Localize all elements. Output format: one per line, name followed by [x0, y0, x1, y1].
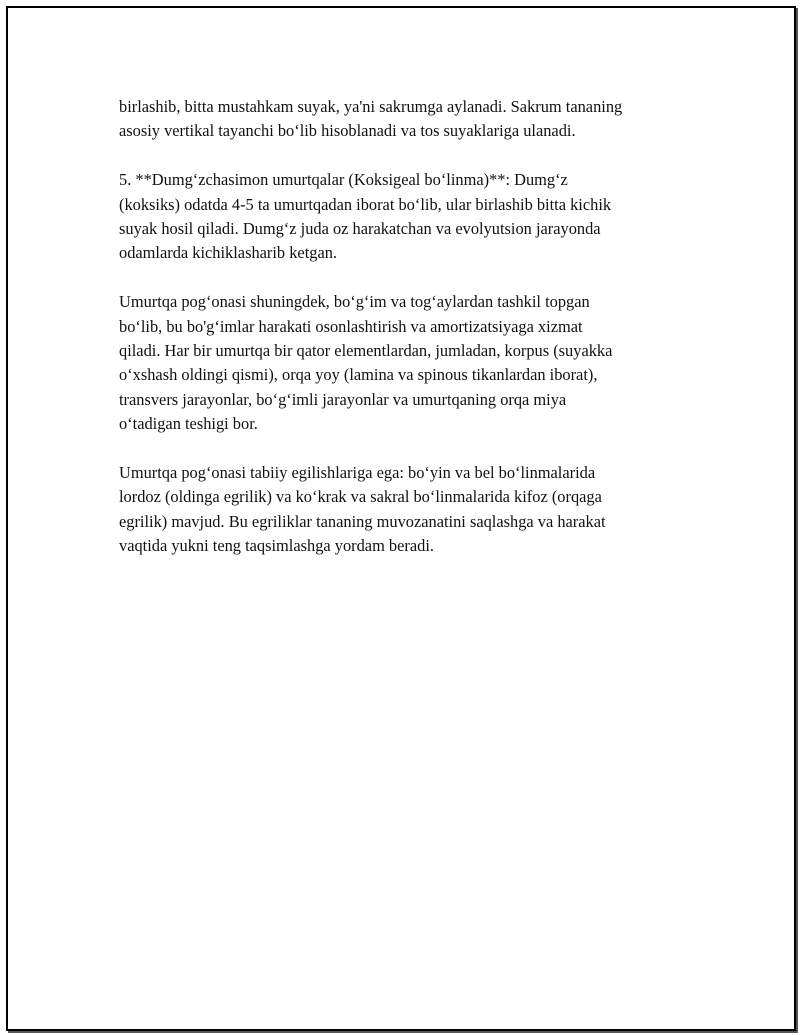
- paragraph-joints-and-vertebra-structure: Umurtqa pogʻonasi shuningdek, boʻgʻim va togʻaylardan tashkil topgan boʻlib, bu bo'gʻimlar harakati osonlashtirish va amortizatsiyaga xizmat qiladi. Har bir umurtqa bir qator elementlardan, jumladan, korpus (suyakka oʻxshash oldingi qismi), orqa yoy (lamina va spinous tikanlardan iborat), transvers jarayonlar, boʻgʻimli jarayonlar va umurtqaning orqa miya oʻtadigan teshigi bor.: [119, 292, 613, 434]
- paragraph-natural-curvatures: Umurtqa pogʻonasi tabiiy egilishlariga ega: boʻyin va bel boʻlinmalarida lordoz (oldinga egrilik) va koʻkrak va sakral boʻlinmalarida kifoz (orqaga egrilik) mavjud. Bu egriliklar tananing muvozanatini saqlashga va harakat vaqtida yukni teng taqsimlashga yordam beradi.: [119, 463, 606, 556]
- page-frame: [6, 6, 796, 1031]
- paragraph-sacrum-continuation: birlashib, bitta mustahkam suyak, ya'ni sakrumga aylanadi. Sakrum tananing asosiy vertikal tayanchi boʻlib hisoblanadi va tos suyaklariga ulanadi.: [119, 97, 623, 141]
- paragraph-coccygeal-section: 5. **Dumgʻzchasimon umurtqalar (Koksigeal boʻlinma)**: Dumgʻz (koksiks) odatda 4-5 ta umurtqadan iborat boʻlib, ular birlashib bitta kichik suyak hosil qiladi. Dumgʻz juda oz harakatchan va evolyutsion jarayonda odamlarda kichiklasharib ketgan.: [119, 170, 612, 263]
- document-body: [119, 95, 709, 583]
